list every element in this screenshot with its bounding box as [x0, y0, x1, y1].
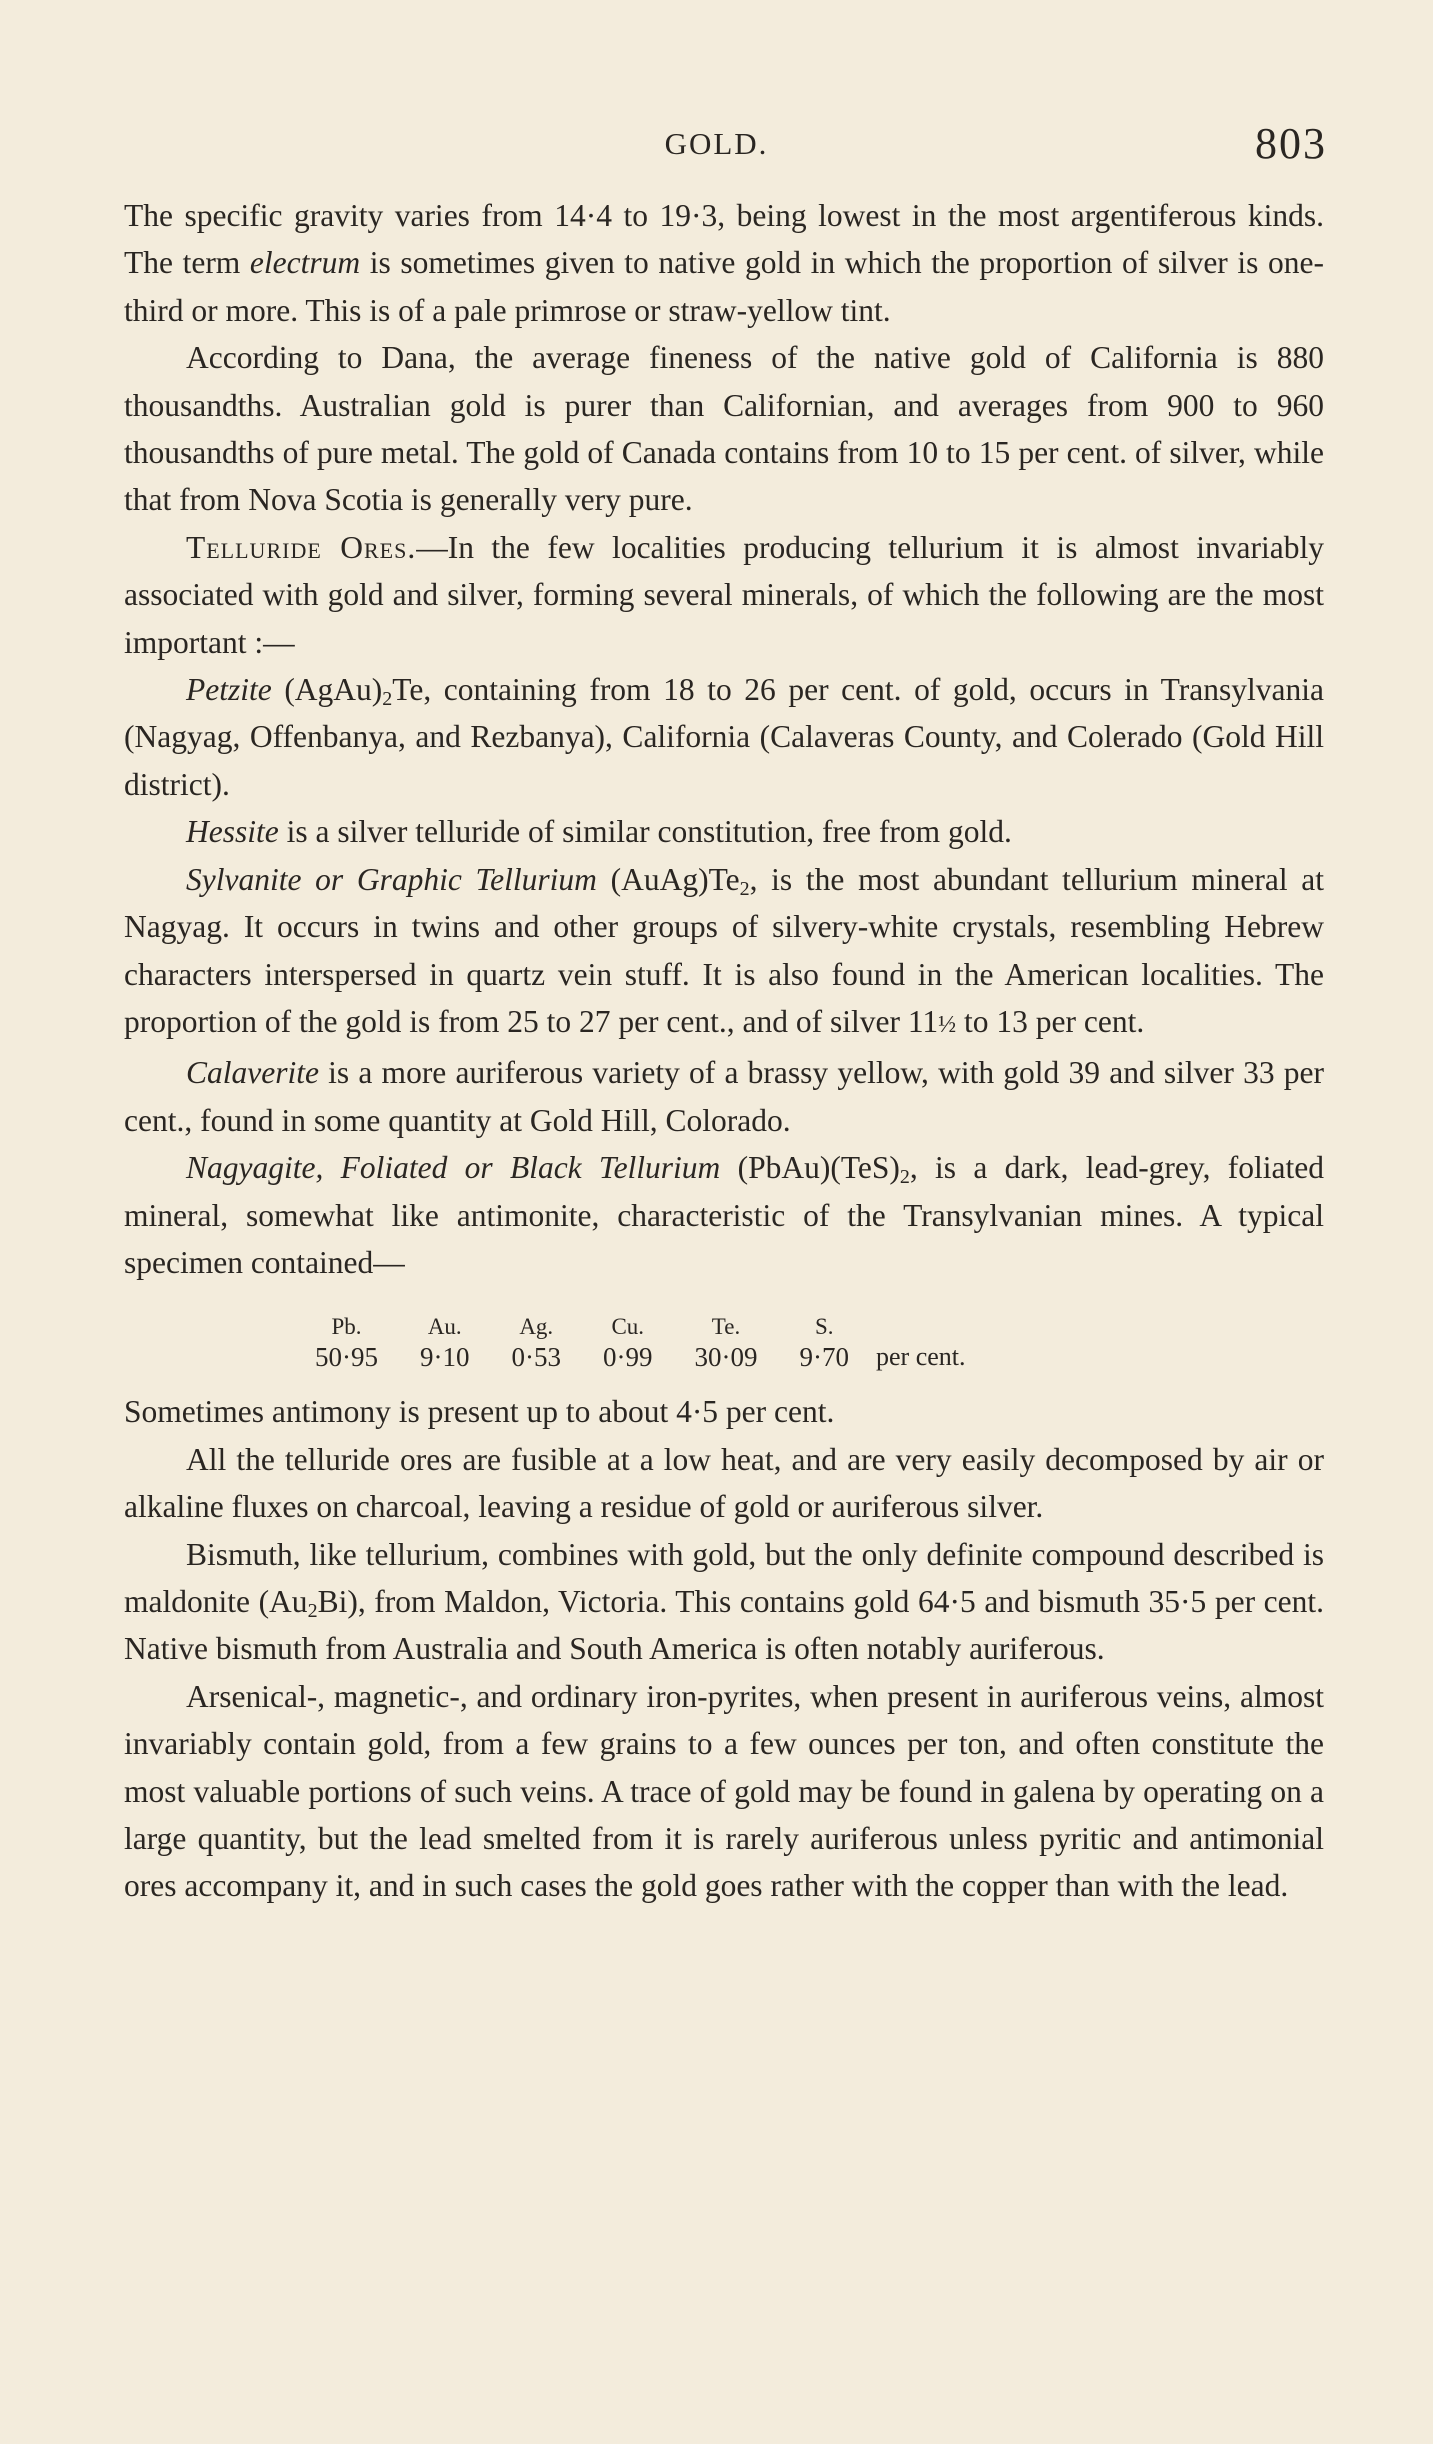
assay-header-row: [294, 1314, 987, 1340]
paragraph-text: —In the few localities producing tellurium it is almost invariably associated with gold and silver, forming several minerals, of which the following are the most important :—: [124, 529, 1324, 660]
assay-value: 30·09: [694, 1342, 758, 1373]
paragraph-text: is sometimes given to native gold in which the proportion of silver is one-third or more. This is of a pale primrose or straw-yellow tint.: [124, 245, 1324, 328]
body-text: [124, 192, 1324, 1910]
assay-unit: per cent.: [876, 1342, 966, 1372]
paragraph-petzite: [124, 666, 1324, 808]
mineral-name: Nagyagite, Foliated or Black Tellurium: [186, 1150, 721, 1186]
paragraph-text: to 13 per cent.: [956, 1003, 1145, 1039]
paragraph-sylvanite: [124, 856, 1324, 1050]
paragraph-fineness: According to Dana, the average fineness of the native gold of California is 880 thousandths. Australian gold is purer than Californian, and averages from 900 to 960 thousandths of pure metal. The gold of Canada contains from 10 to 15 per cent. of silver, while that from Nova Scotia is generally very pure.: [124, 340, 1324, 518]
paragraph-text: , containing from 18 to 26 per cent. of gold, occurs in Transylvania (Nagyag, Offenbanya, and Rezbanya), California (Calaveras County, and Colerado (Gold Hill district).: [124, 672, 1325, 802]
formula: (AuAg)Te: [596, 861, 740, 897]
assay-value: 9·10: [420, 1342, 470, 1373]
mineral-name: Hessite: [186, 814, 279, 850]
assay-value: 0·99: [603, 1342, 653, 1373]
assay-value: 0·53: [511, 1342, 561, 1373]
assay-value-row: [294, 1340, 987, 1374]
formula: (AgAu): [284, 672, 383, 708]
formula: Te: [392, 672, 424, 708]
paragraph-telluride-ores: [124, 524, 1324, 666]
paragraph-text: , is the most abundant tellurium mineral at Nagyag. It occurs in twins and other groups of silvery-white crystals, resembling Hebrew characters interspersed in quartz vein stuff. It is also found in the American localities. The proportion of the gold is from 25 to 27 per cent., and of silver 11: [124, 861, 1324, 1039]
assay-header: Pb.: [331, 1314, 362, 1340]
mineral-name: Sylvanite or Graphic Tellurium: [186, 861, 597, 897]
assay-header: S.: [814, 1314, 834, 1340]
paragraph-bismuth: [124, 1531, 1324, 1673]
subscript: 2: [382, 688, 393, 711]
paragraph-text: The specific gravity varies from 14·4 to 19·3, being lowest in the most argentiferous kinds. The term: [124, 198, 1324, 281]
assay-header: Ag.: [519, 1314, 554, 1340]
section-heading: Telluride Ores.: [186, 529, 417, 565]
paragraph-fusibility: All the telluride ores are fusible at a low heat, and are very easily decomposed by air or alkaline fluxes on charcoal, leaving a residue of gold or auriferous silver.: [124, 1441, 1324, 1525]
assay-table: [294, 1314, 987, 1374]
term-electrum: electrum: [249, 245, 361, 281]
paragraph-calaverite: [124, 1049, 1324, 1144]
paragraph-text: Bismuth, like tellurium, combines with gold, but the only definite compound described is maldonite (Au: [124, 1536, 1324, 1619]
running-title: GOLD.: [664, 126, 769, 161]
assay-header: Au.: [427, 1314, 462, 1340]
formula: (PbAu)(TeS): [720, 1150, 900, 1186]
paragraph-text: is a silver telluride of similar constitution, free from gold.: [278, 814, 1012, 850]
fraction: ½: [938, 1011, 957, 1038]
assay-header: Te.: [711, 1314, 741, 1340]
subscript: 2: [899, 1166, 910, 1189]
subscript: 2: [307, 1599, 318, 1622]
paragraph-nagyagite: [124, 1144, 1324, 1286]
page-number: 803: [1255, 119, 1327, 168]
assay-value: 50·95: [315, 1342, 378, 1373]
paragraph-text: Bi), from Maldon, Victoria. This contains gold 64·5 and bismuth 35·5 per cent. Native bismuth from Australia and South America is often notably auriferous.: [124, 1583, 1324, 1667]
mineral-name: Petzite: [186, 672, 272, 708]
assay-header: Cu.: [611, 1314, 645, 1340]
page-header: [0, 118, 1433, 178]
mineral-name: Calaverite: [186, 1055, 319, 1091]
paragraph-pyrites: Arsenical-, magnetic-, and ordinary iron-pyrites, when present in auriferous veins, almost invariably contain gold, from a few grains to a few ounces per ton, and often constitute the most valuable portions of such veins. A trace of gold may be found in galena by operating on a large quantity, but the lead smelted from it is rarely auriferous unless pyritic and antimonial ores accompany it, and in such cases the gold goes rather with the copper than with the lead.: [124, 1678, 1324, 1904]
assay-value: 9·70: [799, 1342, 849, 1373]
paragraph-antimony: Sometimes antimony is present up to about 4·5 per cent.: [124, 1394, 835, 1430]
paragraph-text: , is a dark, lead-grey, foliated mineral, somewhat like antimonite, characteristic of the Transylvanian mines. A typical specimen contained—: [124, 1150, 1324, 1280]
subscript: 2: [739, 877, 750, 900]
paragraph-text: is a more auriferous variety of a brassy yellow, with gold 39 and silver 33 per cent., found in some quantity at Gold Hill, Colorado.: [124, 1055, 1324, 1138]
paragraph-hessite: [124, 808, 1324, 855]
paragraph-specific-gravity: [124, 192, 1324, 334]
